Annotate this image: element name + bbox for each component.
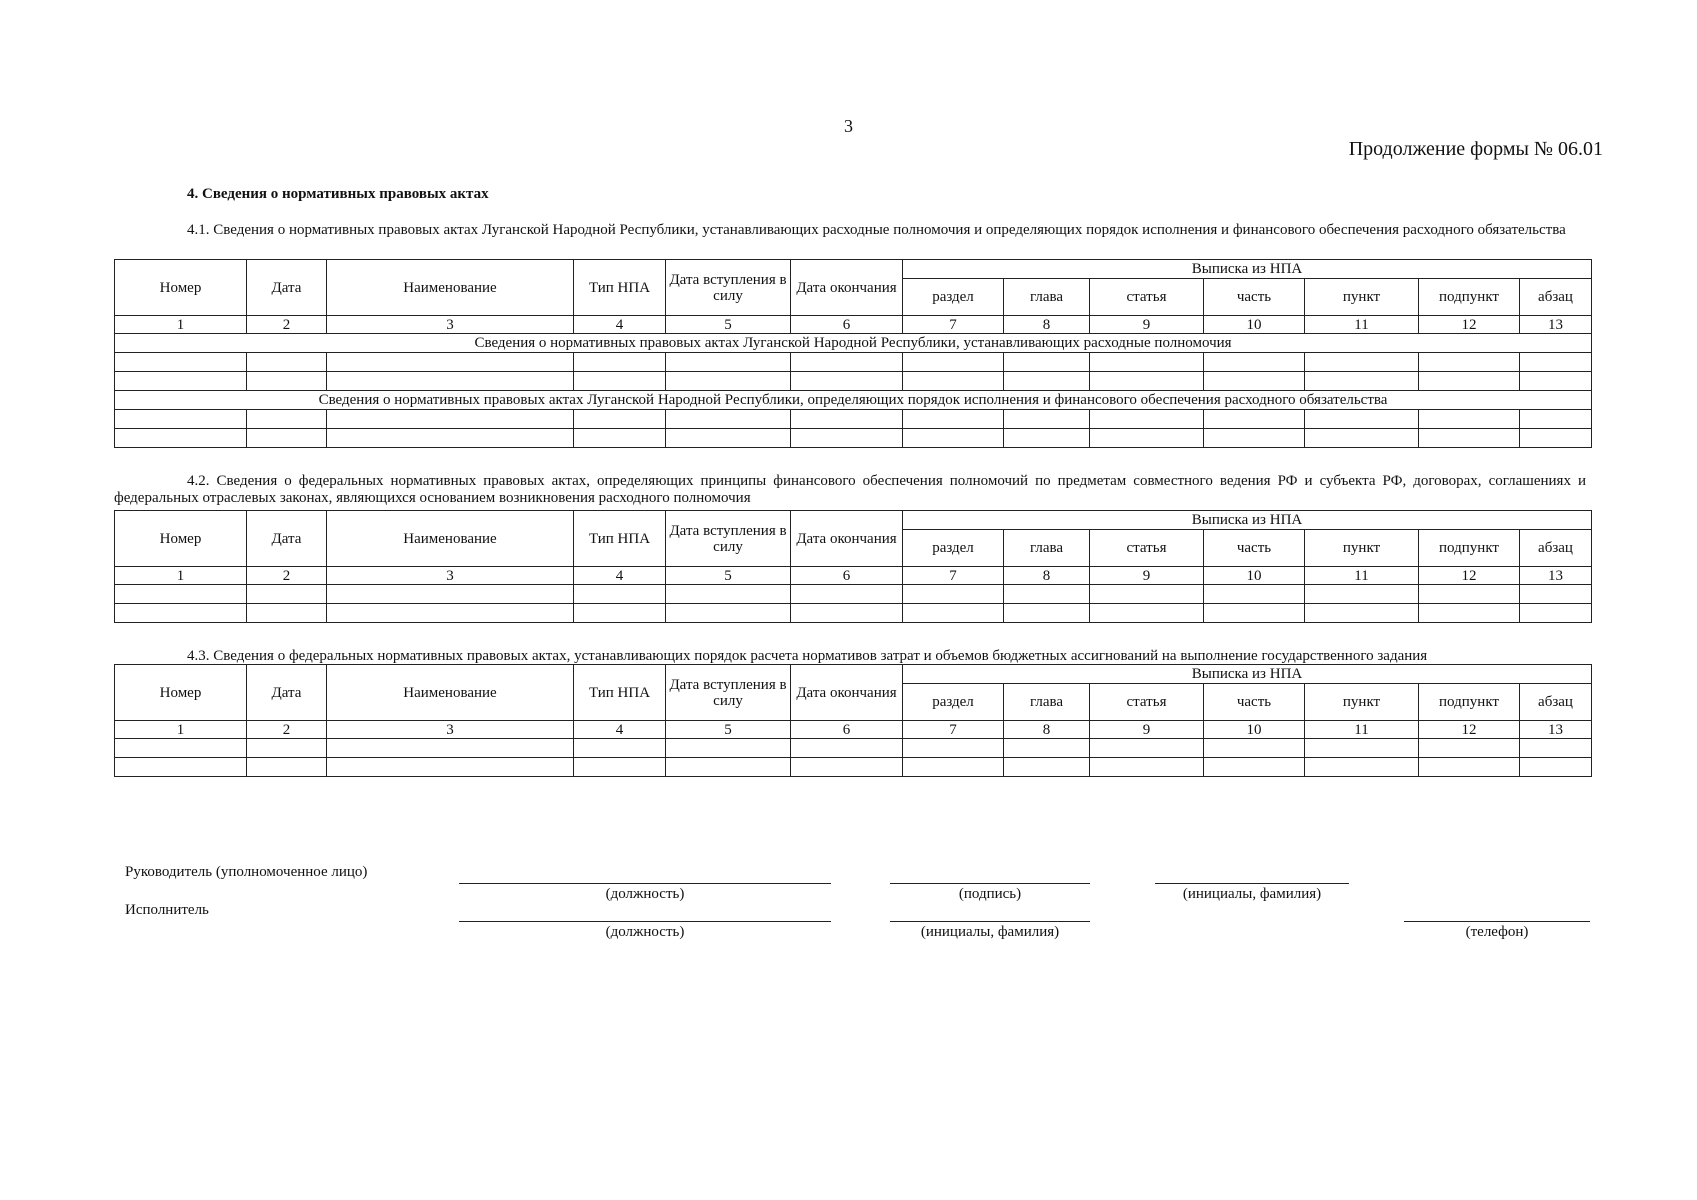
table-cell[interactable] [1204, 410, 1305, 429]
executor-phone-caption: (телефон) [1465, 924, 1529, 940]
subsection-4-2-title: 4.2. Сведения о федеральных нормативных правовых актах, определяющих принципы финансового обеспечения полномочий по предметам совместного ведения РФ и субъекта РФ, договорах, соглашениях и федеральных отраслевых законах, являющихся основанием возникновения расходного полномочия [114, 473, 1586, 506]
header-paragraph: абзац [1520, 684, 1592, 721]
column-index: 13 [1520, 316, 1592, 334]
table-cell[interactable] [1419, 739, 1520, 758]
table-cell[interactable] [1090, 372, 1204, 391]
table-cell[interactable] [115, 353, 247, 372]
header-part: часть [1204, 684, 1305, 721]
table-cell[interactable] [903, 585, 1004, 604]
column-index: 11 [1305, 721, 1419, 739]
column-index: 1 [115, 316, 247, 334]
column-index: 10 [1204, 721, 1305, 739]
table-cell[interactable] [903, 410, 1004, 429]
column-index: 4 [574, 721, 666, 739]
header-type: Тип НПА [574, 260, 666, 316]
table-cell[interactable] [1090, 604, 1204, 623]
header-subitem: подпункт [1419, 530, 1520, 567]
table-row [115, 604, 1592, 623]
table-cell[interactable] [1305, 372, 1419, 391]
table-cell[interactable] [1090, 353, 1204, 372]
header-name: Наименование [327, 665, 574, 721]
table-cell[interactable] [1520, 758, 1592, 777]
table-cell[interactable] [1305, 429, 1419, 448]
header-end-date: Дата окончания [791, 665, 903, 721]
table-cell[interactable] [247, 758, 327, 777]
table-cell[interactable] [1004, 410, 1090, 429]
column-index: 9 [1090, 316, 1204, 334]
head-label: Руководитель (уполномоченное лицо) [125, 864, 368, 880]
table-cell[interactable] [327, 410, 574, 429]
table-cell[interactable] [666, 353, 791, 372]
table-cell[interactable] [115, 604, 247, 623]
table-cell[interactable] [327, 739, 574, 758]
table-cell[interactable] [1004, 372, 1090, 391]
table-cell[interactable] [791, 604, 903, 623]
table-cell[interactable] [574, 739, 666, 758]
table-cell[interactable] [1305, 739, 1419, 758]
table-cell[interactable] [903, 372, 1004, 391]
table-cell[interactable] [1204, 604, 1305, 623]
table-row [115, 758, 1592, 777]
executor-initials-caption: (инициалы, фамилия) [920, 924, 1060, 940]
table-cell[interactable] [247, 604, 327, 623]
table-cell[interactable] [1004, 758, 1090, 777]
column-index: 11 [1305, 567, 1419, 585]
subsection-4-1-title: 4.1. Сведения о нормативных правовых актах Луганской Народной Республики, устанавливающих расходные полномочия и определяющих порядок исполнения и финансового обеспечения расходного обязательства [187, 222, 1566, 238]
table-cell[interactable] [1305, 410, 1419, 429]
column-index: 6 [791, 316, 903, 334]
table-cell[interactable] [1004, 429, 1090, 448]
column-index: 6 [791, 567, 903, 585]
table-cell[interactable] [1419, 372, 1520, 391]
table-cell[interactable] [1004, 604, 1090, 623]
header-section: раздел [903, 279, 1004, 316]
table-cell[interactable] [115, 758, 247, 777]
head-initials-line[interactable] [1155, 883, 1349, 884]
subsection-4-3-title: 4.3. Сведения о федеральных нормативных правовых актах, устанавливающих порядок расчета нормативов затрат и объемов бюджетных ассигнований на выполнение государственного задания [187, 648, 1428, 664]
table-cell[interactable] [1204, 739, 1305, 758]
table-cell[interactable] [327, 372, 574, 391]
table-cell[interactable] [115, 429, 247, 448]
column-index: 1 [115, 567, 247, 585]
column-index: 1 [115, 721, 247, 739]
table-banner-authorities: Сведения о нормативных правовых актах Луганской Народной Республики, устанавливающих расходные полномочия [115, 334, 1592, 353]
section-heading: 4. Сведения о нормативных правовых актах [187, 186, 489, 202]
table-cell[interactable] [791, 353, 903, 372]
table-cell[interactable] [1419, 429, 1520, 448]
table-cell[interactable] [1204, 429, 1305, 448]
table-cell[interactable] [1520, 604, 1592, 623]
table-cell[interactable] [574, 410, 666, 429]
table-cell[interactable] [247, 739, 327, 758]
table-cell[interactable] [1204, 372, 1305, 391]
table-cell[interactable] [1520, 410, 1592, 429]
table-cell[interactable] [1090, 410, 1204, 429]
header-type: Тип НПА [574, 511, 666, 567]
table-cell[interactable] [791, 410, 903, 429]
table-cell[interactable] [1520, 372, 1592, 391]
table-cell[interactable] [327, 429, 574, 448]
header-name: Наименование [327, 260, 574, 316]
table-cell[interactable] [903, 758, 1004, 777]
column-index: 2 [247, 567, 327, 585]
executor-position-caption: (должность) [605, 924, 685, 940]
header-section: раздел [903, 530, 1004, 567]
column-index: 3 [327, 316, 574, 334]
column-index: 2 [247, 316, 327, 334]
column-index: 8 [1004, 721, 1090, 739]
table-cell[interactable] [791, 758, 903, 777]
header-subitem: подпункт [1419, 684, 1520, 721]
header-extract: Выписка из НПА [903, 260, 1592, 279]
header-end-date: Дата окончания [791, 511, 903, 567]
table-cell[interactable] [327, 353, 574, 372]
header-item: пункт [1305, 279, 1419, 316]
column-index: 7 [903, 721, 1004, 739]
column-index: 12 [1419, 567, 1520, 585]
header-date: Дата [247, 511, 327, 567]
header-article: статья [1090, 530, 1204, 567]
header-item: пункт [1305, 684, 1419, 721]
column-index: 13 [1520, 567, 1592, 585]
column-index: 10 [1204, 567, 1305, 585]
table-cell[interactable] [1305, 353, 1419, 372]
table-cell[interactable] [1204, 758, 1305, 777]
npa-table-4-3 [114, 664, 1592, 777]
header-number: Номер [115, 665, 247, 721]
table-cell[interactable] [1090, 429, 1204, 448]
head-initials-caption: (инициалы, фамилия) [1182, 886, 1322, 902]
column-index: 7 [903, 567, 1004, 585]
table-cell[interactable] [791, 585, 903, 604]
table-cell[interactable] [574, 353, 666, 372]
executor-position-line[interactable] [459, 921, 831, 922]
table-cell[interactable] [574, 429, 666, 448]
column-index: 4 [574, 567, 666, 585]
table-cell[interactable] [1305, 758, 1419, 777]
table-cell[interactable] [666, 372, 791, 391]
executor-initials-line[interactable] [890, 921, 1090, 922]
head-position-caption: (должность) [605, 886, 685, 902]
executor-phone-line[interactable] [1404, 921, 1590, 922]
column-index: 5 [666, 721, 791, 739]
column-index: 6 [791, 721, 903, 739]
column-index: 8 [1004, 567, 1090, 585]
table-cell[interactable] [327, 604, 574, 623]
table-cell[interactable] [903, 353, 1004, 372]
column-index: 3 [327, 567, 574, 585]
header-chapter: глава [1004, 279, 1090, 316]
head-signature-caption: (подпись) [958, 886, 1022, 902]
table-cell[interactable] [327, 585, 574, 604]
table-cell[interactable] [1305, 604, 1419, 623]
table-cell[interactable] [574, 585, 666, 604]
header-article: статья [1090, 684, 1204, 721]
table-cell[interactable] [247, 410, 327, 429]
table-cell[interactable] [1305, 585, 1419, 604]
table-banner-execution: Сведения о нормативных правовых актах Луганской Народной Республики, определяющих порядок исполнения и финансового обеспечения расходного обязательства [115, 391, 1592, 410]
table-row [115, 739, 1592, 758]
header-chapter: глава [1004, 530, 1090, 567]
table-cell[interactable] [1090, 739, 1204, 758]
header-number: Номер [115, 511, 247, 567]
header-paragraph: абзац [1520, 279, 1592, 316]
table-cell[interactable] [115, 372, 247, 391]
column-index: 10 [1204, 316, 1305, 334]
column-index: 12 [1419, 316, 1520, 334]
table-cell[interactable] [1419, 758, 1520, 777]
table-cell[interactable] [1004, 353, 1090, 372]
column-index: 4 [574, 316, 666, 334]
table-cell[interactable] [574, 758, 666, 777]
header-name: Наименование [327, 511, 574, 567]
head-signature-line[interactable] [890, 883, 1090, 884]
table-cell[interactable] [1419, 410, 1520, 429]
table-cell[interactable] [666, 604, 791, 623]
header-part: часть [1204, 530, 1305, 567]
header-number: Номер [115, 260, 247, 316]
table-row [115, 429, 1592, 448]
table-cell[interactable] [327, 758, 574, 777]
table-cell[interactable] [1520, 429, 1592, 448]
column-index: 11 [1305, 316, 1419, 334]
table-cell[interactable] [247, 372, 327, 391]
table-cell[interactable] [247, 585, 327, 604]
table-cell[interactable] [666, 429, 791, 448]
header-effective-date: Дата вступления в силу [666, 260, 791, 316]
table-cell[interactable] [903, 604, 1004, 623]
table-cell[interactable] [1090, 585, 1204, 604]
header-section: раздел [903, 684, 1004, 721]
table-cell[interactable] [1419, 585, 1520, 604]
table-cell[interactable] [574, 372, 666, 391]
page-number: 3 [844, 116, 853, 136]
header-item: пункт [1305, 530, 1419, 567]
column-index: 8 [1004, 316, 1090, 334]
header-extract: Выписка из НПА [903, 665, 1592, 684]
header-type: Тип НПА [574, 665, 666, 721]
head-position-line[interactable] [459, 883, 831, 884]
column-index: 3 [327, 721, 574, 739]
table-cell[interactable] [903, 429, 1004, 448]
table-cell[interactable] [1204, 585, 1305, 604]
table-cell[interactable] [1419, 353, 1520, 372]
table-cell[interactable] [1204, 353, 1305, 372]
table-cell[interactable] [791, 739, 903, 758]
form-continuation-label: Продолжение формы № 06.01 [1348, 138, 1603, 160]
table-row [115, 372, 1592, 391]
header-subitem: подпункт [1419, 279, 1520, 316]
column-index: 9 [1090, 567, 1204, 585]
table-cell[interactable] [666, 758, 791, 777]
table-cell[interactable] [115, 410, 247, 429]
table-cell[interactable] [115, 585, 247, 604]
table-cell[interactable] [791, 372, 903, 391]
header-end-date: Дата окончания [791, 260, 903, 316]
table-cell[interactable] [1419, 604, 1520, 623]
header-extract: Выписка из НПА [903, 511, 1592, 530]
table-cell[interactable] [1520, 585, 1592, 604]
table-cell[interactable] [1520, 739, 1592, 758]
column-index: 5 [666, 316, 791, 334]
header-effective-date: Дата вступления в силу [666, 665, 791, 721]
table-cell[interactable] [666, 410, 791, 429]
table-cell[interactable] [1004, 585, 1090, 604]
column-index: 5 [666, 567, 791, 585]
column-index: 2 [247, 721, 327, 739]
table-cell[interactable] [666, 739, 791, 758]
executor-label: Исполнитель [125, 902, 209, 918]
header-paragraph: абзац [1520, 530, 1592, 567]
column-index: 9 [1090, 721, 1204, 739]
table-cell[interactable] [247, 353, 327, 372]
column-index: 13 [1520, 721, 1592, 739]
table-cell[interactable] [1004, 739, 1090, 758]
table-cell[interactable] [574, 604, 666, 623]
table-cell[interactable] [903, 739, 1004, 758]
npa-table-4-1 [114, 259, 1592, 448]
table-cell[interactable] [1520, 353, 1592, 372]
npa-table-4-2 [114, 510, 1592, 623]
header-date: Дата [247, 665, 327, 721]
header-date: Дата [247, 260, 327, 316]
header-effective-date: Дата вступления в силу [666, 511, 791, 567]
table-cell[interactable] [247, 429, 327, 448]
column-index: 12 [1419, 721, 1520, 739]
table-row [115, 585, 1592, 604]
column-index: 7 [903, 316, 1004, 334]
table-cell[interactable] [791, 429, 903, 448]
table-cell[interactable] [1090, 758, 1204, 777]
table-cell[interactable] [666, 585, 791, 604]
header-part: часть [1204, 279, 1305, 316]
table-row [115, 353, 1592, 372]
table-cell[interactable] [115, 739, 247, 758]
header-article: статья [1090, 279, 1204, 316]
header-chapter: глава [1004, 684, 1090, 721]
table-row [115, 410, 1592, 429]
